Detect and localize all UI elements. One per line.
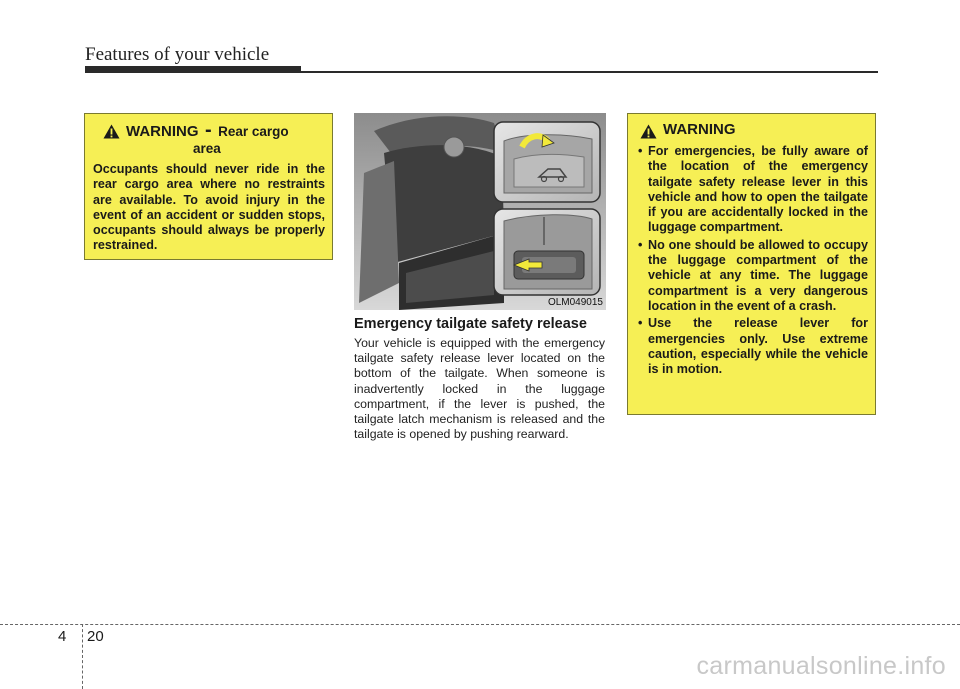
tailgate-release-figure: [354, 113, 606, 310]
warning-triangle-icon: [103, 124, 120, 139]
header-rule-thin: [85, 71, 878, 73]
warning-body: Occupants should never ride in the rear cargo area where no restraints are available. To avoid injury in the event of an accident or sudden stops, occupants should always be properly restrained.: [93, 162, 325, 253]
footer-rule: [0, 624, 960, 625]
warning-heading: [93, 119, 325, 156]
bullet: •: [638, 316, 643, 331]
page-number: 20: [87, 628, 104, 645]
warning-box-rear-cargo: [84, 113, 333, 260]
warning-subtitle: Rear cargo: [218, 124, 289, 139]
list-item: [638, 316, 868, 377]
figure-code: OLM049015: [547, 297, 603, 308]
warning-dash: -: [204, 119, 212, 141]
warning-list: [638, 144, 868, 377]
warning-heading: [638, 122, 868, 139]
section-title: Emergency tailgate safety release: [354, 316, 587, 332]
section-body: Your vehicle is equipped with the emergency tailgate safety release lever located on the bottom of the tailgate. When someone is inadvertently locked in the luggage compartment, if the lever is pushed, the tailgate latch mechanism is released and the tailgate is opened by pushing rearward.: [354, 336, 605, 442]
warning-triangle-icon: [640, 124, 657, 139]
bullet: •: [638, 144, 643, 158]
list-item: [638, 238, 868, 314]
watermark-text: carmanualsonline.info: [696, 652, 946, 680]
tailgate-illustration: [354, 113, 606, 310]
bullet: •: [638, 237, 643, 252]
warning-subtitle-cont: area: [193, 141, 221, 156]
footer-divider: [82, 624, 83, 689]
list-item: [638, 144, 868, 236]
page-header-title: Features of your vehicle: [85, 44, 270, 65]
page-section-number: 4: [58, 628, 67, 645]
list-item-text: No one should be allowed to occupy the luggage compartment of the vehicle at any time. The luggage compartment is a very dangerous location in the event of a crash.: [648, 237, 868, 313]
warning-title: WARNING: [663, 121, 736, 138]
warning-box-tailgate: [627, 113, 876, 415]
warning-title: WARNING: [126, 123, 199, 140]
list-item-text: Use the release lever for emergencies only. Use extreme caution, especially while the vehicle is in motion.: [648, 316, 868, 377]
list-item-text: For emergencies, be fully aware of the location of the emergency tailgate safety release lever in this vehicle and how to open the tailgate if you are accidentally locked in the luggage compartment.: [648, 144, 868, 235]
